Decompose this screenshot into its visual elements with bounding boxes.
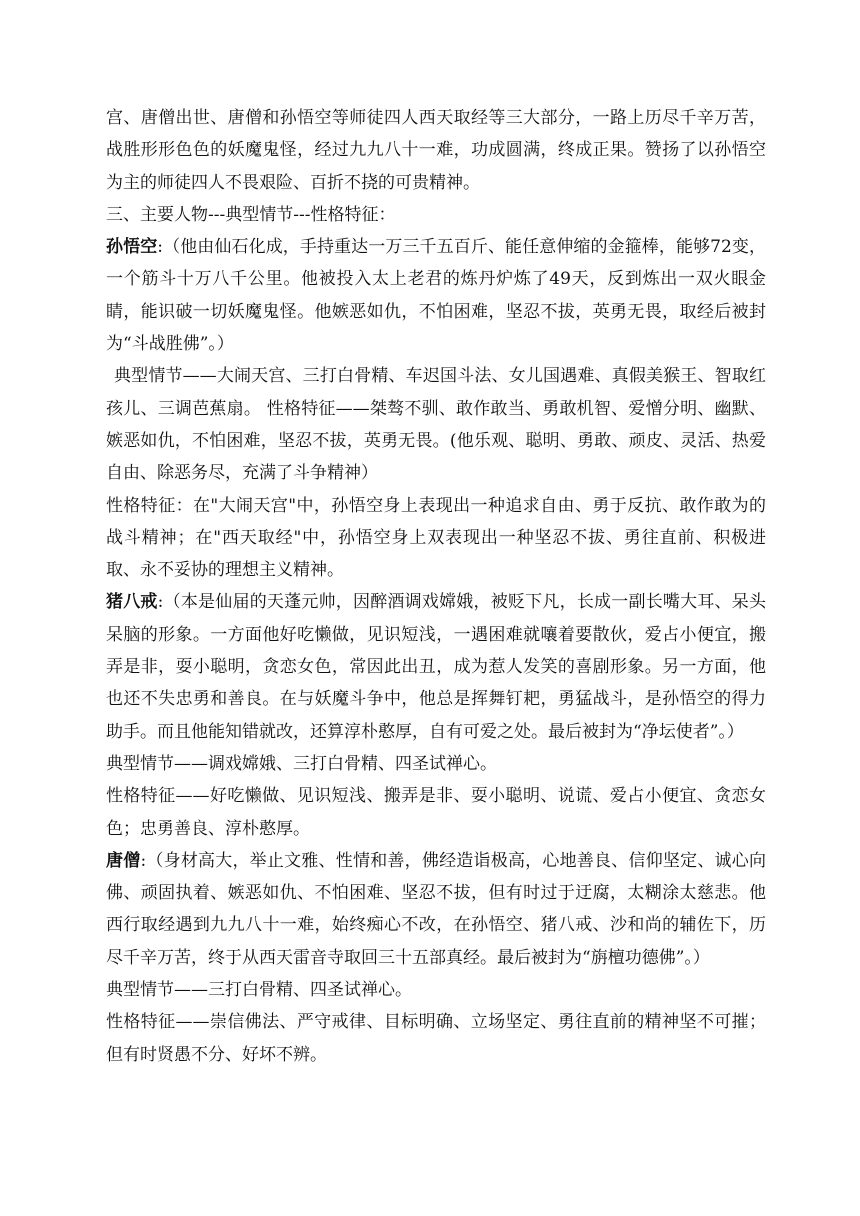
- intro-paragraph: 宫、唐僧出世、唐僧和孙悟空等师徒四人西天取经等三大部分，一路上历尽千辛万苦，战胜形形色色的妖魔鬼怪，经过九九八十一难，功成圆满，终成正果。赞扬了以孙悟空为主的师徒四人不畏艰险、百折不挠的可贵精神。: [106, 108, 766, 193]
- tang-seng-name: 唐僧: [106, 850, 141, 871]
- zhu-bajie-plot-paragraph: 典型情节——调戏嫦娥、三打白骨精、四圣试禅心。: [106, 753, 497, 774]
- tang-seng-paragraph: [106, 845, 766, 974]
- sun-wukong-character-paragraph: 性格特征：在"大闹天宫"中，孙悟空身上表现出一种追求自由、勇于反抗、敢作敢为的战斗精神；在"西天取经"中，孙悟空身上双表现出一种坚忍不拔、勇往直前、积极进取、永不妥协的理想主义精神。: [106, 495, 766, 581]
- zhu-bajie-character-paragraph: 性格特征——好吃懒做、见识短浅、搬弄是非、耍小聪明、说谎、爱占小便宜、贪恋女色；忠勇善良、淳朴憨厚。: [106, 786, 766, 839]
- sun-wukong-name: 孙悟空: [106, 237, 158, 258]
- sun-wukong-description: :（他由仙石化成，手持重达一万三千五百斤、能任意伸缩的金箍棒，能够72变，一个筋斗十万八千公里。他被投入太上老君的炼丹炉炼了49天，反到炼出一双火眼金睛，能识破一切妖魔鬼怪。他嫉恶如仇，不怕困难，坚忍不拔，英勇无畏，取经后被封为“斗战胜佛”。）: [106, 237, 767, 355]
- zhu-bajie-description: :（本是仙届的天蓬元帅，因醉酒调戏嫦娥，被贬下凡，长成一副长嘴大耳、呆头呆脑的形象。一方面他好吃懒做，见识短浅，一遇困难就嚷着要散伙，爱占小便宜，搬弄是非，耍小聪明，贪恋女色，常因此出丑，成为惹人发笑的喜剧形象。另一方面，他也还不失忠勇和善良。在与妖魔斗争中，他总是挥舞钉耙，勇猛战斗，是孙悟空的得力助手。而且他能知错就改，还算淳朴憨厚，自有可爱之处。最后被封为“净坛使者”。）: [106, 592, 766, 742]
- tang-seng-character-paragraph: 性格特征——崇信佛法、严守戒律、目标明确、立场坚定、勇往直前的精神坚不可摧；但有时贤愚不分、好坏不辨。: [106, 1012, 766, 1065]
- tang-seng-description: :（身材高大，举止文雅、性情和善，佛经造诣极高，心地善良、信仰坚定、诚心向佛、顽固执着、嫉恶如仇、不怕困难、坚忍不拔，但有时过于迂腐，太糊涂太慈悲。他西行取经遇到九九八十一难，始终痴心不改，在孙悟空、猪八戒、沙和尚的辅佐下，历尽千辛万苦，终于从西天雷音寺取回三十五部真经。最后被封为“旃檀功德佛”。）: [106, 850, 766, 968]
- zhu-bajie-name: 猪八戒: [106, 592, 158, 613]
- sun-wukong-paragraph: [106, 231, 766, 360]
- document-body: [106, 102, 766, 1071]
- section-heading: 三、主要人物---典型情节---性格特征：: [106, 204, 396, 225]
- sun-wukong-plot-paragraph: 典型情节——大闹天宫、三打白骨精、车迟国斗法、女儿国遇难、真假美猴王、智取红孩儿、三调芭蕉扇。 性格特征——桀骜不驯、敢作敢当、勇敢机智、爱憎分明、幽默、嫉恶如仇，不怕困难，坚忍不拔，英勇无畏。(他乐观、聪明、勇敢、顽皮、灵活、热爱自由、除恶务尽，充满了斗争精神）: [106, 366, 766, 484]
- zhu-bajie-paragraph: [106, 586, 766, 747]
- tang-seng-plot-paragraph: 典型情节——三打白骨精、四圣试禅心。: [106, 980, 412, 1001]
